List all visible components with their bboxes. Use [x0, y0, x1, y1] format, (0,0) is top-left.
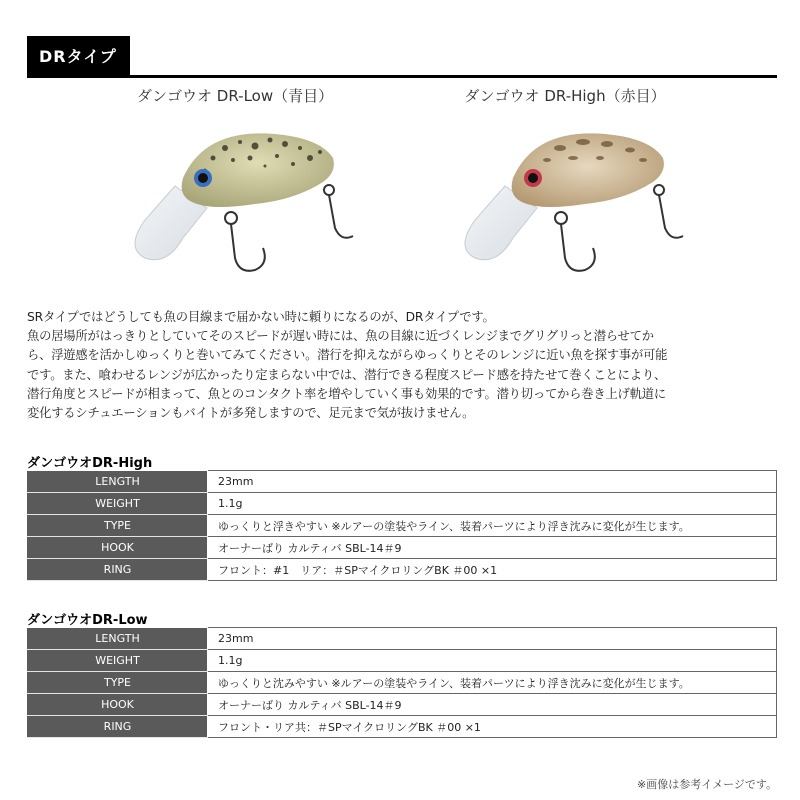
spec-value: 1.1g — [208, 650, 777, 672]
product-dr-high — [385, 84, 745, 284]
spec-value: 1.1g — [208, 493, 777, 515]
section-header — [27, 36, 777, 78]
description-line: ら、浮遊感を活かしゆっくりと巻いてみてください。潜行を抑えながらゆっくりとそのレンジに近い魚を探す事が可能 — [27, 348, 668, 363]
spec-value: ゆっくりと沈みやすい ※ルアーの塗装やライン、装着パーツにより浮き沈みに変化が生じます。 — [208, 672, 777, 694]
description-line: 魚の居場所がはっきりとしていてそのスピードが遅い時には、魚の目線に近づくレンジまでグリグリっと潜らせてか — [27, 329, 654, 344]
spec-value: フロント・リア共：＃SPマイクロリングBK ＃00 ×1 — [208, 716, 777, 738]
footnote: ※画像は参考イメージです。 — [636, 778, 777, 791]
spec-table-dr-high — [27, 470, 777, 581]
description-line: です。また、喰わせるレンジが広かったり定まらない中では、潜行できる程度スピード感を持たせて巻くことにより、 — [27, 367, 667, 382]
spec-table-dr-low — [27, 627, 777, 738]
spec-value: 23mm — [208, 471, 777, 493]
spec-label: TYPE — [28, 515, 208, 537]
spec-value: 23mm — [208, 628, 777, 650]
lure-image-dr-high — [435, 108, 695, 278]
product-caption: ダンゴウオ DR-Low（青目） — [136, 87, 334, 105]
table-row — [28, 559, 777, 581]
table-row — [28, 493, 777, 515]
section-divider — [27, 75, 777, 78]
table-row — [28, 471, 777, 493]
spec-value: オーナーばり カルティバ SBL-14＃9 — [208, 694, 777, 716]
spec-label: HOOK — [28, 694, 208, 716]
product-dr-low — [55, 84, 415, 284]
table-row — [28, 650, 777, 672]
spec-title-dr-low: ダンゴウオDR-Low — [27, 613, 148, 628]
spec-value: オーナーばり カルティバ SBL-14＃9 — [208, 537, 777, 559]
description-line: 変化するシチュエーションもバイトが多発しますので、足元まで気が抜けません。 — [27, 406, 475, 421]
table-row — [28, 515, 777, 537]
spec-value: ゆっくりと浮きやすい ※ルアーの塗装やライン、装着パーツにより浮き沈みに変化が生じます。 — [208, 515, 777, 537]
section-title: DRタイプ — [27, 36, 130, 78]
spec-label: HOOK — [28, 537, 208, 559]
spec-label: TYPE — [28, 672, 208, 694]
product-caption: ダンゴウオ DR-High（赤目） — [464, 87, 666, 105]
spec-title-dr-high: ダンゴウオDR-High — [27, 456, 153, 471]
spec-label: LENGTH — [28, 471, 208, 493]
spec-label: WEIGHT — [28, 650, 208, 672]
description — [27, 308, 787, 423]
table-row — [28, 628, 777, 650]
lure-image-dr-low — [105, 108, 365, 278]
table-row — [28, 672, 777, 694]
spec-value: フロント：#1 リア：＃SPマイクロリングBK ＃00 ×1 — [208, 559, 777, 581]
spec-label: RING — [28, 716, 208, 738]
table-row — [28, 694, 777, 716]
spec-label: RING — [28, 559, 208, 581]
description-line: SRタイプではどうしても魚の目線まで届かない時に頼りになるのが、DRタイプです。 — [27, 310, 495, 324]
table-row — [28, 716, 777, 738]
description-line: 潜行角度とスピードが相まって、魚とのコンタクト率を増やしていく事も効果的です。潜り切ってから巻き上げ軌道に — [27, 386, 666, 401]
table-row — [28, 537, 777, 559]
spec-label: LENGTH — [28, 628, 208, 650]
spec-label: WEIGHT — [28, 493, 208, 515]
